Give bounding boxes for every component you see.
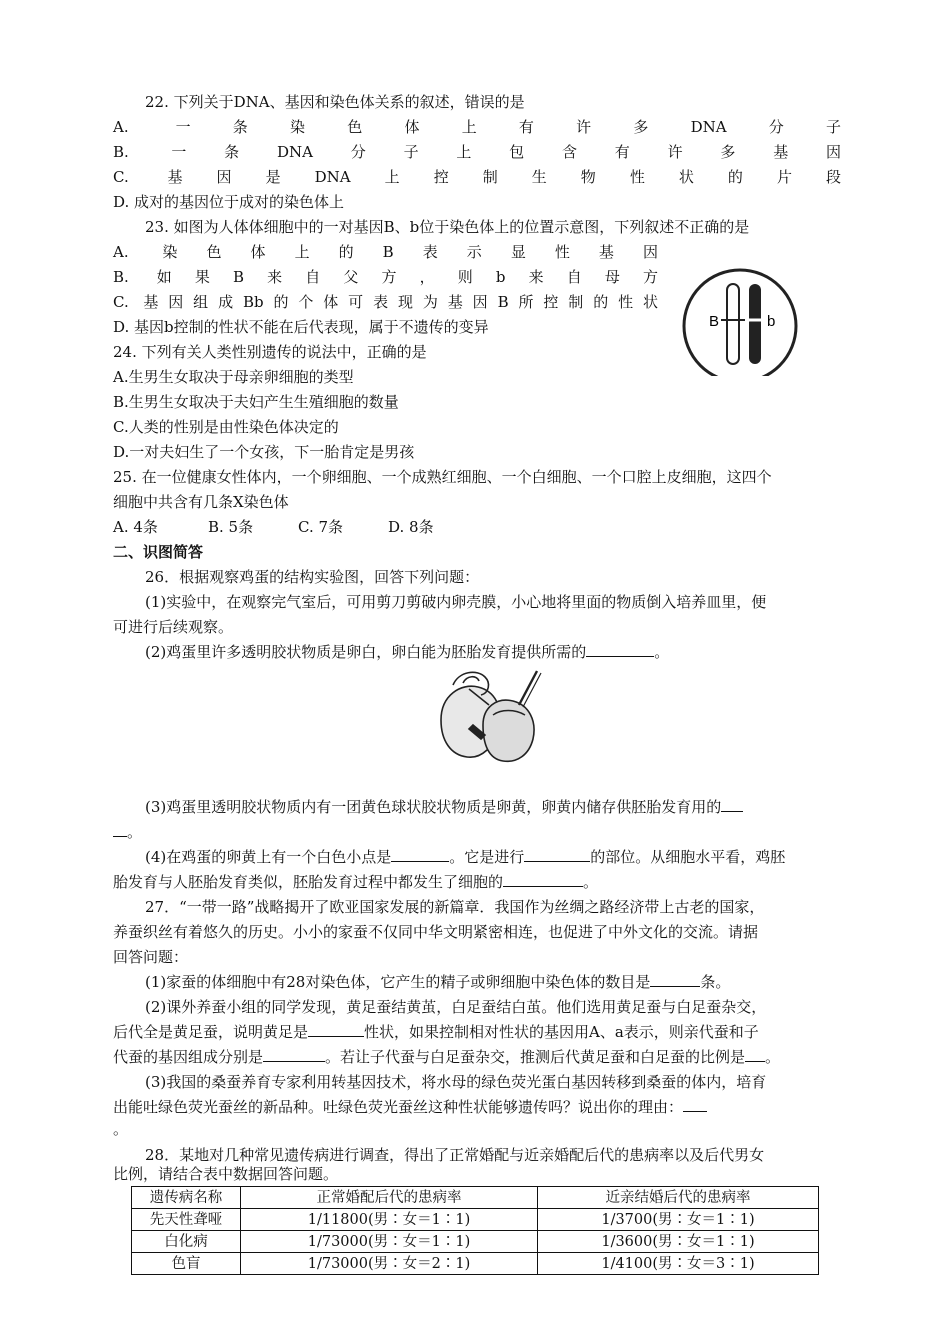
q26-stem: 26．根据观察鸡蛋的结构实验图，回答下列问题：	[145, 568, 480, 586]
q26-part3-line1: (3)鸡蛋里透明胶状物质内有一团黄色球状胶状物质是卵黄，卵黄内储存供胚胎发育用的	[145, 795, 841, 820]
answer-blank[interactable]	[721, 795, 743, 812]
answer-blank[interactable]	[745, 1045, 765, 1062]
answer-blank[interactable]	[683, 1095, 707, 1112]
q25-option-a: A. 4条	[113, 518, 158, 536]
q26-part2: (2)鸡蛋里许多透明胶状物质是卵白，卵白能为胚胎发育提供所需的 。	[145, 640, 841, 665]
section-heading: 二、识图简答	[113, 543, 204, 561]
q26-part3-line2: 。	[113, 820, 841, 845]
table-row	[132, 1253, 819, 1275]
q25-option-b: B. 5条	[208, 518, 254, 536]
answer-blank[interactable]	[263, 1045, 325, 1062]
q23-option-c: C. 基因组成Bb的个体可表现为基因B所控制的性状	[113, 293, 658, 311]
table-header: 正常婚配后代的患病率	[241, 1187, 538, 1209]
table-header: 遗传病名称	[132, 1187, 241, 1209]
answer-blank[interactable]	[524, 845, 590, 862]
q22-stem: 22. 下列关于DNA、基因和染色体关系的叙述，错误的是	[145, 93, 525, 111]
q22-option-b: B. 一条DNA分子上包含有许多基因	[113, 143, 841, 161]
table-cell: 1/73000(男∶女＝2∶1)	[241, 1253, 538, 1275]
q27-part1: (1)家蚕的体细胞中有28对染色体，它产生的精子或卵细胞中染色体的数目是 条。	[145, 970, 841, 995]
answer-blank[interactable]	[391, 845, 449, 862]
q27-part3-line2: 出能吐绿色荧光蚕丝的新品种。吐绿色荧光蚕丝这种性状能够遗传吗？说出你的理由：	[113, 1095, 841, 1120]
q27-part3-line1: (3)我国的桑蚕养育专家利用转基因技术，将水母的绿色荧光蛋白基因转移到桑蚕的体内，培育	[145, 1073, 767, 1091]
q23-option-b: B. 如果B来自父方，则b来自母方	[113, 268, 658, 286]
q27-part2-line3: 代蚕的基因组成分别是 。若让子代蚕与白足蚕杂交，推测后代黄足蚕和白足蚕的比例是 。	[113, 1045, 841, 1070]
q26-part4-line1: (4)在鸡蛋的卵黄上有一个白色小点是 。它是进行 的部位。从细胞水平看，鸡胚	[145, 845, 841, 870]
table-cell: 1/3600(男∶女＝1∶1)	[537, 1231, 818, 1253]
forceps-icon	[519, 671, 537, 705]
q24-option-b: B.生男生女取决于夫妇产生生殖细胞的数量	[113, 393, 399, 411]
q28-stem-line2: 比例，请结合表中数据回答问题。	[113, 1165, 339, 1183]
table-row	[132, 1209, 819, 1231]
q25-stem-line1: 25. 在一位健康女性体内，一个卵细胞、一个成熟红细胞、一个白细胞、一个口腔上皮细胞，这四个	[113, 468, 772, 486]
q22-option-a: A. 一条染色体上有许多DNA分子	[113, 118, 841, 136]
table-cell: 1/4100(男∶女＝3∶1)	[537, 1253, 818, 1275]
q25-option-d: D. 8条	[388, 518, 434, 536]
q24-option-a: A.生男生女取决于母亲卵细胞的类型	[113, 368, 354, 386]
q22-option-c: C. 基因是DNA上控制生物性状的片段	[113, 168, 841, 186]
answer-blank[interactable]	[503, 870, 583, 887]
q27-stem-line2: 养蚕织丝有着悠久的历史。小小的家蚕不仅同中华文明紧密相连，也促进了中外文化的交流。请据	[113, 923, 759, 941]
q27-part2-line1: (2)课外养蚕小组的同学发现，黄足蚕结黄茧，白足蚕结白茧。他们选用黄足蚕与白足蚕杂交，	[145, 998, 767, 1016]
q26-part1-line1: (1)实验中，在观察完气室后，可用剪刀剪破内卵壳膜，小心地将里面的物质倒入培养皿里，便	[145, 593, 767, 611]
q24-option-d: D.一对夫妇生了一个女孩，下一胎肯定是男孩	[113, 443, 415, 461]
table-header: 近亲结婚后代的患病率	[537, 1187, 818, 1209]
table-cell: 先天性聋哑	[132, 1209, 241, 1231]
answer-blank[interactable]	[586, 640, 654, 657]
q24-stem: 24. 下列有关人类性别遗传的说法中，正确的是	[113, 343, 427, 361]
table-cell: 1/11800(男∶女＝1∶1)	[241, 1209, 538, 1231]
q26-part4-line2: 胎发育与人胚胎发育类似，胚胎发育过程中都发生了细胞的 。	[113, 870, 841, 895]
q27-stem-line3: 回答问题：	[113, 948, 189, 966]
q23-option-a: A. 染色体上的B表示显性基因	[113, 243, 658, 261]
table-header-row	[132, 1187, 819, 1209]
q22-option-d: D. 成对的基因位于成对的染色体上	[113, 193, 345, 211]
q27-part2-line2: 后代全是黄足蚕，说明黄足是 性状，如果控制相对性状的基因用A、a表示，则亲代蚕和子	[113, 1020, 841, 1045]
q28-stem-line1: 28．某地对几种常见遗传病进行调查，得出了正常婚配与近亲婚配后代的患病率以及后代男女	[145, 1146, 765, 1164]
answer-blank[interactable]	[113, 820, 127, 837]
answer-blank[interactable]	[308, 1020, 364, 1037]
table-cell: 色盲	[132, 1253, 241, 1275]
q24-option-c: C.人类的性别是由性染色体决定的	[113, 418, 339, 436]
q26-part1-line2: 可进行后续观察。	[113, 618, 234, 636]
q27-stem-line1: 27．“一带一路”战略揭开了欧亚国家发展的新篇章．我国作为丝绸之路经济带上古老的国家，	[145, 898, 765, 916]
table-row	[132, 1231, 819, 1253]
q23-stem: 23. 如图为人体体细胞中的一对基因B、b位于染色体上的位置示意图，下列叙述不正确的是	[145, 218, 750, 236]
answer-blank[interactable]	[650, 970, 700, 987]
egg-experiment-figure	[433, 665, 563, 765]
q27-part3-line3: 。	[113, 1120, 129, 1138]
disease-table	[131, 1186, 819, 1275]
gene-label-b: b	[767, 313, 776, 330]
q25-stem-line2: 细胞中共含有几条X染色体	[113, 493, 289, 511]
q25-options	[113, 515, 841, 540]
egg-right	[483, 700, 534, 761]
table-cell: 1/73000(男∶女＝1∶1)	[241, 1231, 538, 1253]
gene-label-B: B	[709, 313, 720, 330]
table-cell: 白化病	[132, 1231, 241, 1253]
q23-option-d: D. 基因b控制的性状不能在后代表现，属于不遗传的变异	[113, 318, 489, 336]
q25-option-c: C. 7条	[298, 518, 344, 536]
table-cell: 1/3700(男∶女＝1∶1)	[537, 1209, 818, 1231]
